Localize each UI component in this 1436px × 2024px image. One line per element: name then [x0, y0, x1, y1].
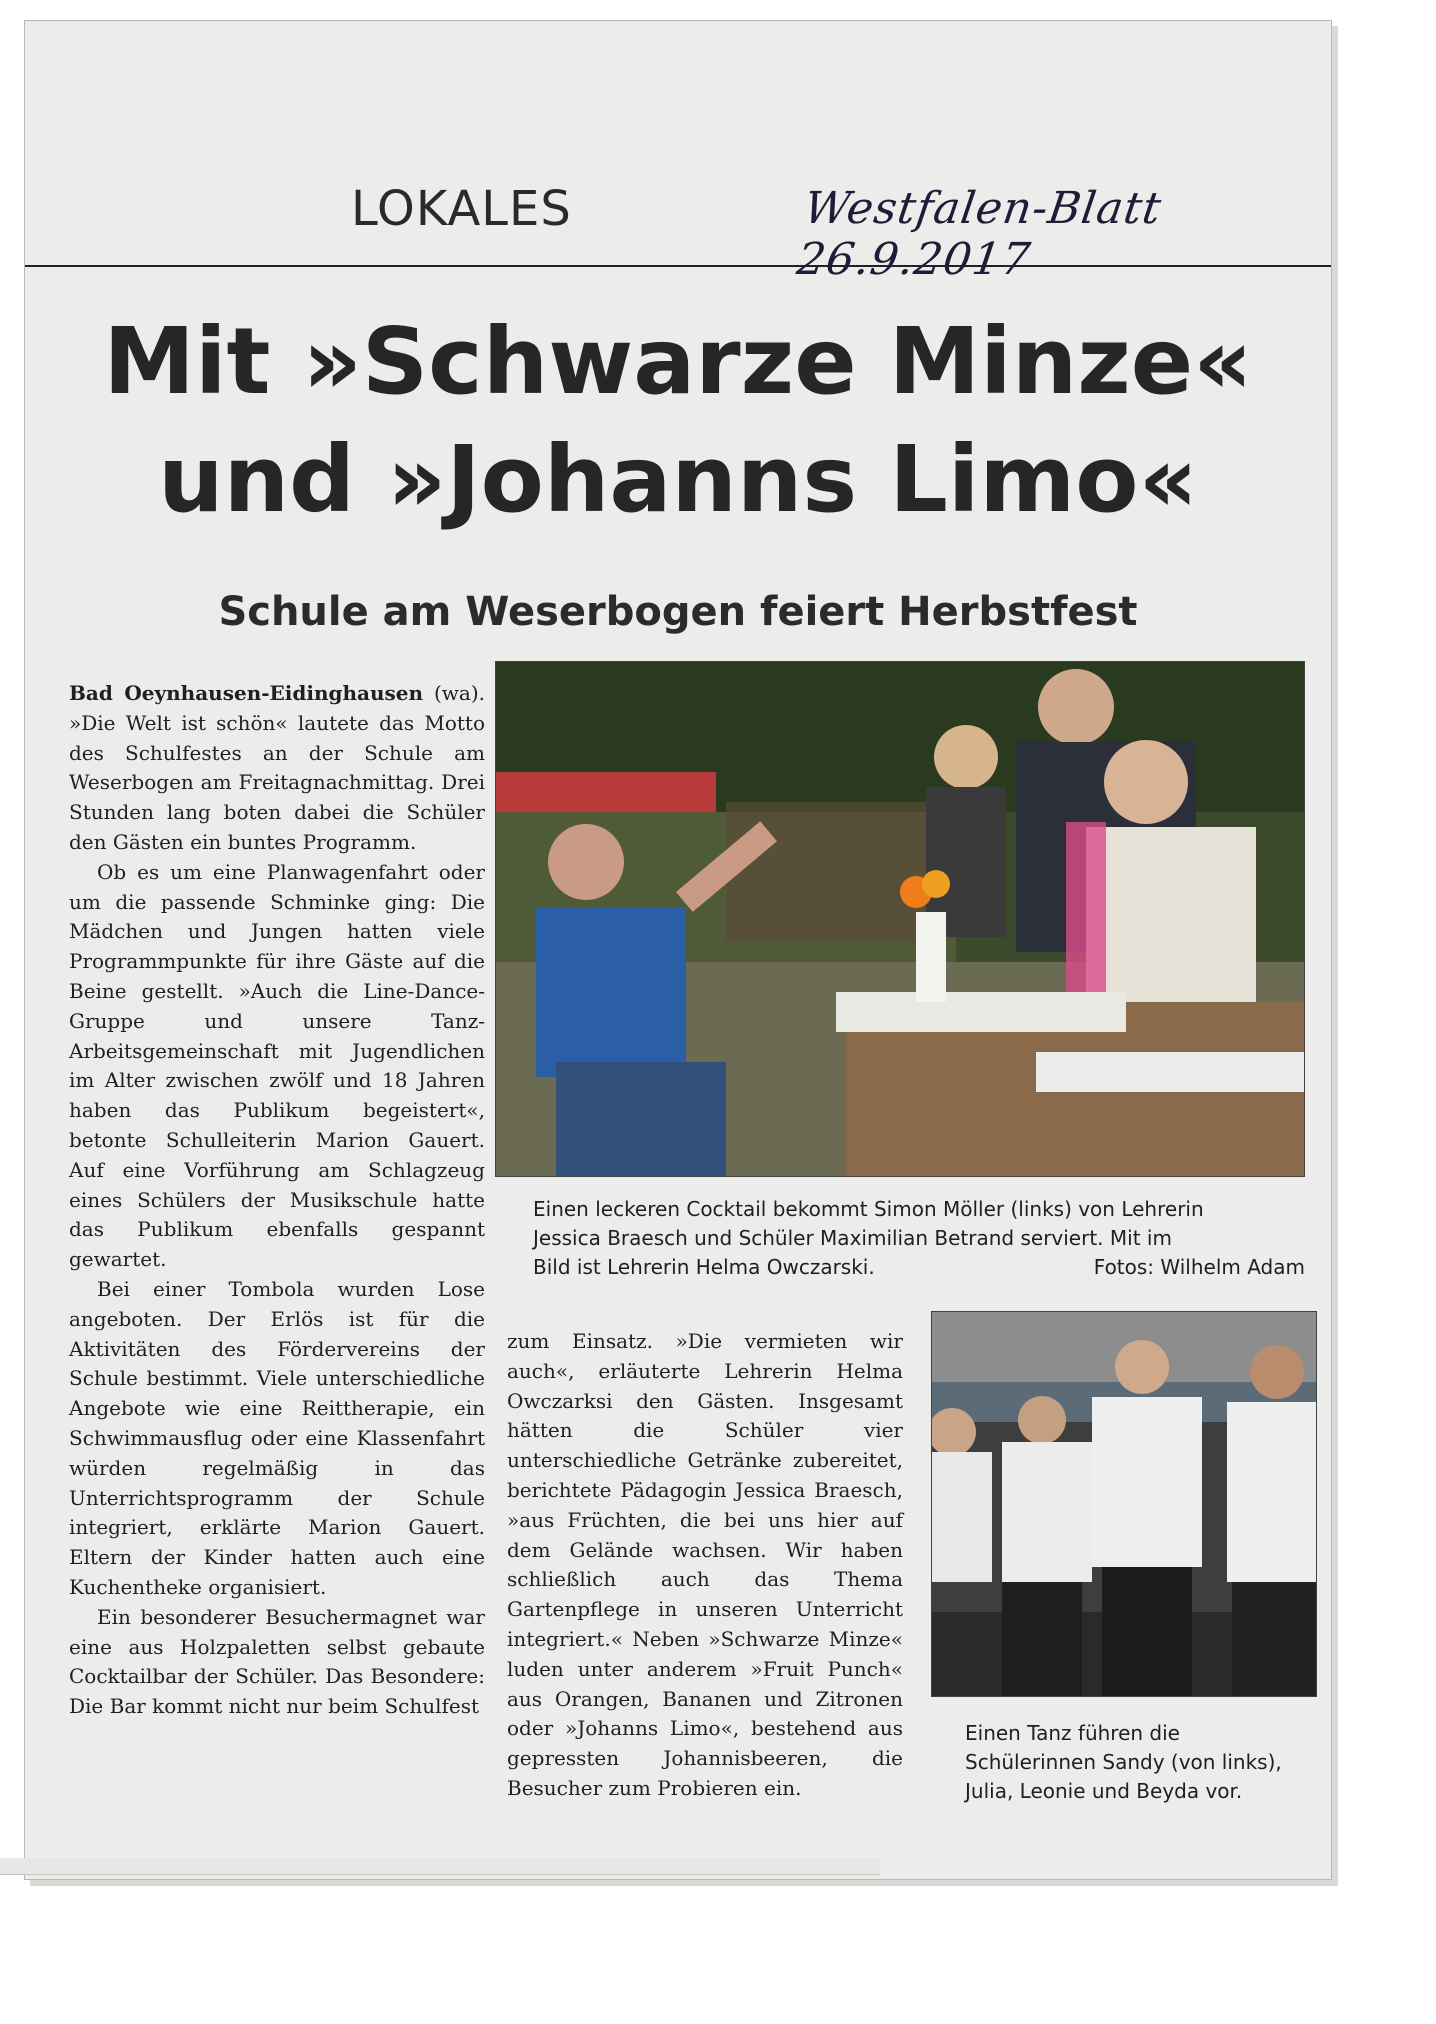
article-column-1 — [69, 679, 485, 1722]
paragraph: zum Einsatz. »Die vermieten wir auch«, erläuterte Lehrerin Helma Owczarksi den Gästen. Insgesamt hätten die Schüler vier unterschiedliche Getränke zubereitet, berichtete Pädagogin Jessica Braesch, »aus Früchten, die bei uns hier auf dem Gelände wachsen. Wir haben schließlich auch das Thema Gartenpflege in unseren Unterricht integriert.« Neben »Schwarze Minze« luden unter anderem »Fruit Punch« aus Orangen, Bananen und Zitronen oder »Johanns Limo«, bestehend aus gepressten Johannisbeeren, die Besucher zum Probieren ein. — [507, 1329, 903, 1800]
photo-caption-1 — [533, 1195, 1305, 1282]
newspaper-clipping — [24, 20, 1332, 1880]
paragraph: Ein besonderer Besuchermagnet war eine aus Holzpaletten selbst gebaute Cocktailbar der Schüler. Das Besondere: Die Bar kommt nicht nur beim Schulfest — [69, 1604, 485, 1719]
article-column-2 — [507, 1327, 903, 1804]
headline — [25, 303, 1331, 539]
caption-line: Einen leckeren Cocktail bekommt Simon Möller (links) von Lehrerin — [533, 1197, 1204, 1221]
paragraph — [69, 679, 485, 858]
cocktail-bar-photo-image — [496, 662, 1304, 1176]
dance-photo-image — [932, 1312, 1316, 1696]
handwritten-source-note: Westfalen-Blatt 26.9.2017 — [793, 183, 1165, 285]
cocktail-bar-photo — [495, 661, 1305, 1177]
headline-line-2: und »Johanns Limo« — [158, 426, 1198, 533]
section-label: LOKALES — [351, 181, 572, 237]
caption-line: Jessica Braesch und Schüler Maximilian Betrand serviert. Mit im — [533, 1226, 1172, 1250]
photo-caption-2: Einen Tanz führen die Schülerinnen Sandy (von links), Julia, Leonie und Beyda vor. — [965, 1721, 1282, 1803]
subheadline: Schule am Weserbogen feiert Herbstfest — [218, 589, 1138, 635]
dateline: Bad Oeynhausen-Eidinghausen — [69, 681, 424, 705]
dance-photo — [931, 1311, 1317, 1697]
headline-line-1: Mit »Schwarze Minze« — [103, 308, 1253, 415]
paragraph-text: »Die Welt ist schön« lautete das Motto des Schulfestes an der Schule am Weserbogen am Freitagnachmittag. Drei Stunden lang boten dabei die Schüler den Gästen ein buntes Programm. — [69, 710, 485, 854]
header-row — [25, 161, 1331, 285]
paragraph: Ob es um eine Planwagenfahrt oder um die passende Schminke ging: Die Mädchen und Jungen hatten viele Programmpunkte für ihre Gäste auf die Beine gestellt. »Auch die Line-Dance-Gruppe und unsere Tanz-Arbeitsgemeinschaft mit Jugendlichen im Alter zwischen zwölf und 18 Jahren haben das Publikum begeistert«, betonte Schulleiterin Marion Gauert. Auf eine Vorführung am Schlagzeug eines Schülers der Musikschule hatte das Publikum ebenfalls gespannt gewartet. — [69, 859, 485, 1272]
caption-text: Bild ist Lehrerin Helma Owczarski. — [533, 1255, 875, 1279]
caption-line — [533, 1253, 1305, 1282]
paragraph: Bei einer Tombola wurden Lose angeboten. Der Erlös ist für die Aktivitäten des Fördervereins der Schule bestimmt. Viele unterschiedliche Angebote wie eine Reittherapie, ein Schwimmausflug oder eine Klassenfahrt würden regelmäßig in das Unterrichtsprogramm der Schule integriert, erklärte Marion Gauert. Eltern der Kinder hatten auch eine Kuchentheke organisiert. — [69, 1276, 485, 1599]
photo-credit: Fotos: Wilhelm Adam — [1093, 1255, 1305, 1279]
byline: (wa). — [433, 681, 485, 705]
paper-fold-edge — [0, 1858, 880, 1875]
